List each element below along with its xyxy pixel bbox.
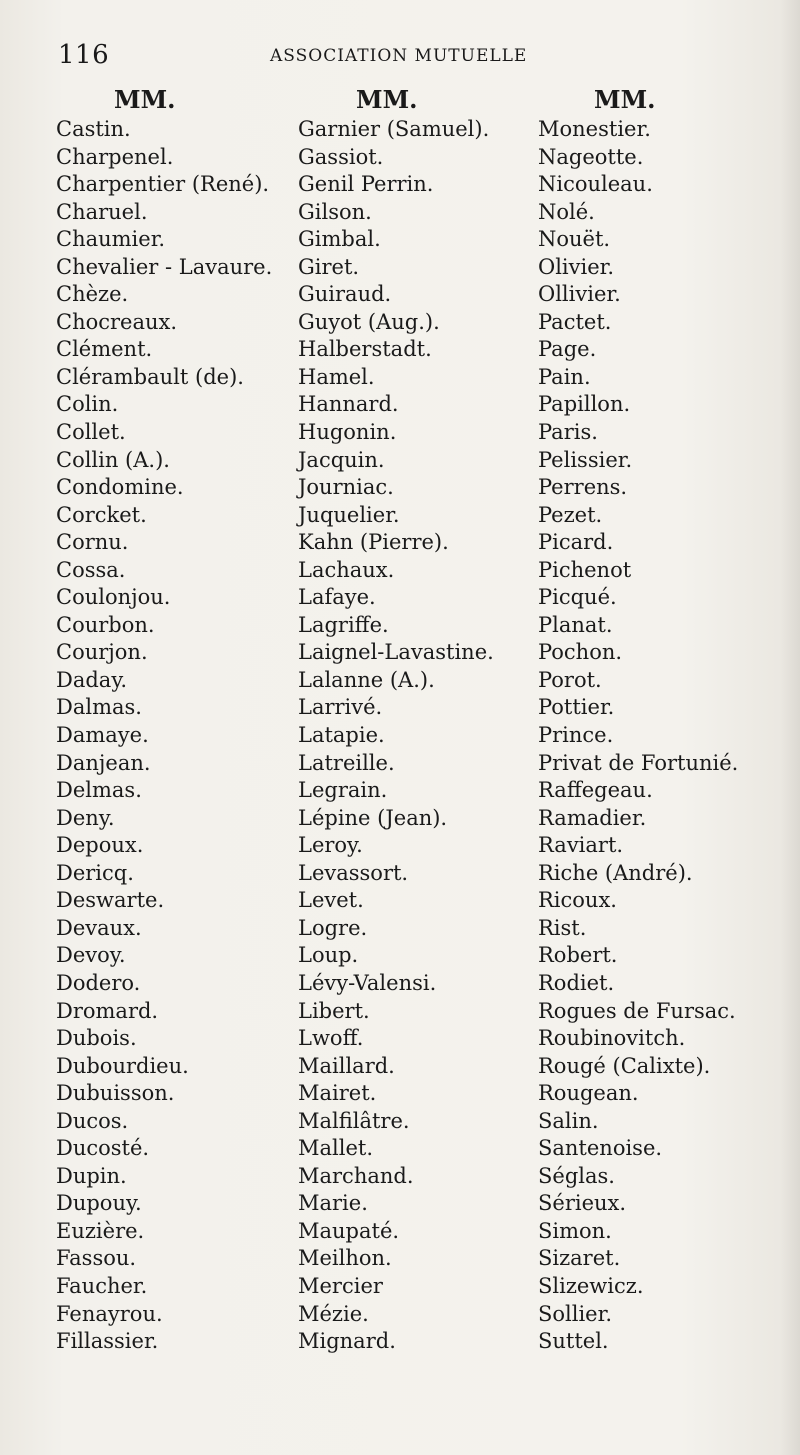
member-name: Ollivier. bbox=[538, 282, 621, 307]
member-name: Nicouleau. bbox=[538, 172, 653, 197]
page-number: 116 bbox=[58, 40, 110, 70]
member-name: Condomine. bbox=[56, 475, 184, 500]
member-name: Dubois. bbox=[56, 1026, 137, 1051]
member-name: Charpentier (René). bbox=[56, 172, 270, 197]
member-name: Séglas. bbox=[538, 1163, 615, 1188]
member-name: Dubuisson. bbox=[56, 1081, 175, 1106]
member-name: Lépine (Jean). bbox=[298, 805, 448, 830]
member-name: Levet. bbox=[298, 888, 364, 913]
member-name: Juquelier. bbox=[298, 502, 400, 527]
member-name: Corcket. bbox=[56, 502, 147, 527]
member-name: Mairet. bbox=[298, 1081, 377, 1106]
member-name: Picqué. bbox=[538, 585, 617, 610]
member-name: Euzière. bbox=[56, 1218, 145, 1243]
member-name: Lwoff. bbox=[298, 1026, 364, 1051]
member-name: Chocreaux. bbox=[56, 309, 178, 334]
member-name: Devaux. bbox=[56, 915, 142, 940]
member-name: Lévy-Valensi. bbox=[298, 970, 437, 995]
member-name: Collet. bbox=[56, 420, 126, 445]
member-name: Castin. bbox=[56, 117, 131, 141]
member-name: Hugonin. bbox=[298, 420, 397, 445]
member-name: Pichenot bbox=[538, 557, 632, 582]
member-name: Dromard. bbox=[56, 998, 159, 1023]
member-name: Ramadier. bbox=[538, 805, 647, 830]
member-name: Gassiot. bbox=[298, 144, 384, 169]
member-name: Lachaux. bbox=[298, 557, 395, 582]
member-name: Malfilâtre. bbox=[298, 1108, 410, 1133]
member-name: Marchand. bbox=[298, 1163, 414, 1188]
member-name: Courjon. bbox=[56, 640, 148, 665]
member-name: Pelissier. bbox=[538, 447, 633, 472]
member-name: Chaumier. bbox=[56, 227, 166, 252]
member-name: Genil Perrin. bbox=[298, 172, 434, 197]
member-name: Sollier. bbox=[538, 1301, 613, 1326]
member-name: Courbon. bbox=[56, 612, 155, 637]
column-heading: MM. bbox=[594, 85, 656, 114]
name-list bbox=[298, 116, 494, 1356]
member-name: Larrivé. bbox=[298, 695, 383, 720]
member-name: Collin (A.). bbox=[56, 447, 170, 472]
column-heading: MM. bbox=[114, 85, 176, 114]
column-heading: MM. bbox=[356, 85, 418, 114]
member-name: Nolé. bbox=[538, 199, 595, 224]
member-name: Loup. bbox=[298, 943, 359, 968]
member-name: Depoux. bbox=[56, 833, 144, 858]
member-name: Ricoux. bbox=[538, 888, 617, 913]
member-name: Levassort. bbox=[298, 860, 409, 885]
name-list bbox=[56, 116, 272, 1356]
name-column-1 bbox=[56, 84, 272, 1356]
member-name: Kahn (Pierre). bbox=[298, 530, 449, 555]
member-name: Gimbal. bbox=[298, 227, 381, 252]
member-name: Prince. bbox=[538, 723, 614, 748]
member-name: Nageotte. bbox=[538, 144, 644, 169]
member-name: Roubinovitch. bbox=[538, 1026, 686, 1051]
member-name: Hamel. bbox=[298, 364, 375, 389]
member-name: Chevalier - Lavaure. bbox=[56, 254, 273, 279]
member-name: Rougean. bbox=[538, 1081, 639, 1106]
member-name: Porot. bbox=[538, 667, 602, 692]
member-name: Olivier. bbox=[538, 254, 615, 279]
member-name: Lafaye. bbox=[298, 585, 376, 610]
member-name: Cornu. bbox=[56, 530, 129, 555]
member-name: Pactet. bbox=[538, 309, 612, 334]
member-name: Ducos. bbox=[56, 1108, 129, 1133]
member-name: Deswarte. bbox=[56, 888, 165, 913]
member-name: Hannard. bbox=[298, 392, 399, 417]
member-name: Fenayrou. bbox=[56, 1301, 163, 1326]
member-name: Giret. bbox=[298, 254, 360, 279]
member-name: Legrain. bbox=[298, 778, 388, 803]
member-name: Nouët. bbox=[538, 227, 611, 252]
member-name: Libert. bbox=[298, 998, 370, 1023]
member-name: Riche (André). bbox=[538, 860, 693, 885]
member-name: Charuel. bbox=[56, 199, 148, 224]
member-name: Picard. bbox=[538, 530, 614, 555]
member-name: Dubourdieu. bbox=[56, 1053, 189, 1078]
member-name: Faucher. bbox=[56, 1273, 148, 1298]
member-name: Planat. bbox=[538, 612, 613, 637]
member-name: Sizaret. bbox=[538, 1246, 621, 1271]
member-name: Robert. bbox=[538, 943, 618, 968]
member-name: Damaye. bbox=[56, 723, 149, 748]
member-name: Cossa. bbox=[56, 557, 126, 582]
member-name: Journiac. bbox=[298, 475, 394, 500]
member-name: Garnier (Samuel). bbox=[298, 117, 490, 141]
member-name: Lalanne (A.). bbox=[298, 667, 435, 692]
member-name: Maupaté. bbox=[298, 1218, 400, 1243]
member-name: Simon. bbox=[538, 1218, 612, 1243]
member-name: Pain. bbox=[538, 364, 591, 389]
member-name: Gilson. bbox=[298, 199, 372, 224]
member-name: Sérieux. bbox=[538, 1191, 627, 1216]
member-name: Deny. bbox=[56, 805, 115, 830]
member-name: Delmas. bbox=[56, 778, 142, 803]
member-name: Salin. bbox=[538, 1108, 599, 1133]
member-name: Dupin. bbox=[56, 1163, 127, 1188]
member-name: Latreille. bbox=[298, 750, 395, 775]
member-name: Pezet. bbox=[538, 502, 603, 527]
member-name: Clérambault (de). bbox=[56, 364, 244, 389]
member-name: Raviart. bbox=[538, 833, 624, 858]
member-name: Santenoise. bbox=[538, 1136, 663, 1161]
member-name: Devoy. bbox=[56, 943, 126, 968]
member-name: Mercier bbox=[298, 1273, 383, 1298]
member-name: Perrens. bbox=[538, 475, 628, 500]
member-name: Latapie. bbox=[298, 723, 385, 748]
page-header bbox=[0, 36, 800, 76]
member-name: Leroy. bbox=[298, 833, 363, 858]
member-name: Mézie. bbox=[298, 1301, 369, 1326]
member-name: Dupouy. bbox=[56, 1191, 142, 1216]
member-name: Pottier. bbox=[538, 695, 615, 720]
member-name: Rodiet. bbox=[538, 970, 615, 995]
member-name: Guyot (Aug.). bbox=[298, 309, 440, 334]
name-column-3 bbox=[538, 84, 738, 1356]
member-name: Fillassier. bbox=[56, 1329, 159, 1354]
member-name: Colin. bbox=[56, 392, 119, 417]
member-name: Raffegeau. bbox=[538, 778, 653, 803]
member-name: Fassou. bbox=[56, 1246, 137, 1271]
member-name: Dalmas. bbox=[56, 695, 142, 720]
page-edge-shadow bbox=[780, 0, 800, 1455]
member-name: Maillard. bbox=[298, 1053, 395, 1078]
member-name: Dodero. bbox=[56, 970, 141, 995]
name-list bbox=[538, 116, 738, 1356]
member-name: Dericq. bbox=[56, 860, 134, 885]
name-column-2 bbox=[298, 84, 494, 1356]
member-name: Rougé (Calixte). bbox=[538, 1053, 711, 1078]
member-name: Chèze. bbox=[56, 282, 129, 307]
member-name: Guiraud. bbox=[298, 282, 392, 307]
member-name: Rogues de Fursac. bbox=[538, 998, 736, 1023]
member-name: Suttel. bbox=[538, 1329, 609, 1354]
member-name: Danjean. bbox=[56, 750, 151, 775]
member-name: Rist. bbox=[538, 915, 587, 940]
member-name: Meilhon. bbox=[298, 1246, 392, 1271]
member-name: Halberstadt. bbox=[298, 337, 432, 362]
member-name: Charpenel. bbox=[56, 144, 174, 169]
member-name: Jacquin. bbox=[298, 447, 385, 472]
member-name: Papillon. bbox=[538, 392, 631, 417]
running-head: ASSOCIATION MUTUELLE bbox=[270, 46, 528, 66]
member-name: Pochon. bbox=[538, 640, 623, 665]
member-name: Mignard. bbox=[298, 1329, 396, 1354]
member-name: Page. bbox=[538, 337, 597, 362]
member-name: Laignel-Lavastine. bbox=[298, 640, 494, 665]
member-name: Marie. bbox=[298, 1191, 368, 1216]
member-name: Lagriffe. bbox=[298, 612, 389, 637]
member-name: Privat de Fortunié. bbox=[538, 750, 739, 775]
member-name: Coulonjou. bbox=[56, 585, 171, 610]
member-name: Paris. bbox=[538, 420, 598, 445]
member-name: Clément. bbox=[56, 337, 153, 362]
member-name: Slizewicz. bbox=[538, 1273, 644, 1298]
member-name: Monestier. bbox=[538, 117, 651, 141]
member-name: Ducosté. bbox=[56, 1136, 150, 1161]
member-name: Logre. bbox=[298, 915, 368, 940]
member-name: Mallet. bbox=[298, 1136, 373, 1161]
member-name: Daday. bbox=[56, 667, 128, 692]
